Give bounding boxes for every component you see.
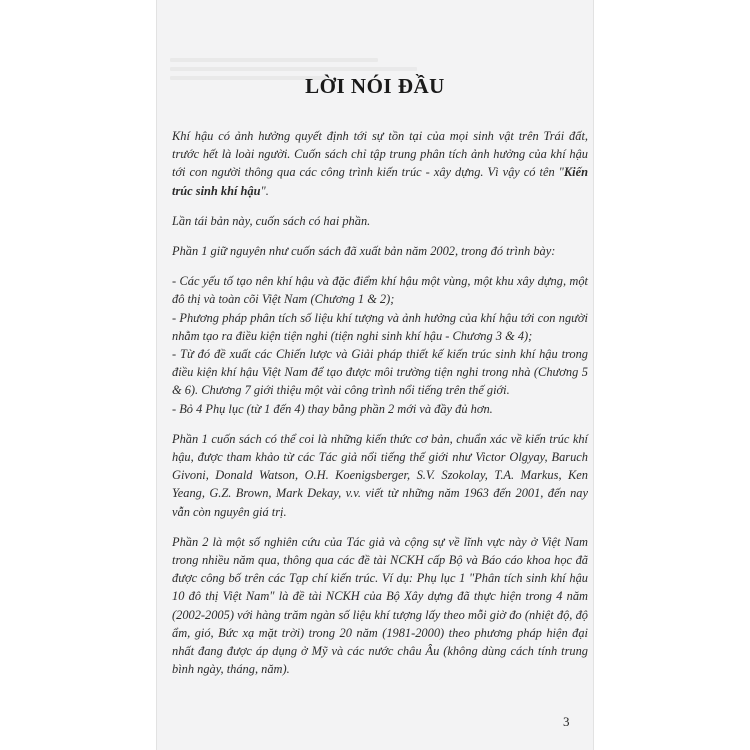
- list-item-chapters-3-4: - Phương pháp phân tích số liệu khí tượng và ảnh hưởng của khí hậu tới con người nhằm tạo ra điều kiện tiện nghi (tiện nghi sinh khí hậu - Chương 3 & 4);: [172, 310, 588, 343]
- page-number: 3: [563, 714, 570, 729]
- paragraph-part1-sources: Phần 1 cuốn sách có thể coi là những kiến thức cơ bản, chuẩn xác về kiến trúc khí hậu, được tham khảo từ các Tác giả nổi tiếng thế giới như Victor Olgyay, Baruch Givoni, Donald Watson, O.H. Koenigsberger, S.V. Szokolay, T.A. Markus, Ken Yeang, G.Z. Brown, Mark Dekay, v.v. viết từ những năm 1963 đến 2001, đến nay vẫn còn nguyên giá trị.: [172, 431, 588, 519]
- page-title: LỜI NÓI ĐẦU: [305, 74, 445, 98]
- list-item-chapters-1-2: - Các yếu tố tạo nên khí hậu và đặc điểm khí hậu một vùng, một khu xây dựng, một đô thị và toàn cõi Việt Nam (Chương 1 & 2);: [172, 274, 588, 307]
- book-title-emphasis: Kiến trúc sinh khí hậu: [172, 165, 588, 198]
- paragraph-intro: Khí hậu có ảnh hưởng quyết định tới sự tồn tại của mọi sinh vật trên Trái đất, trước hết là loài người. Cuốn sách chỉ tập trung phân tích ảnh hưởng của khí hậu tới con người thông qua các công trình kiến trúc - xây dựng. Vì vậy có tên "Kiến trúc sinh khí hậu".: [172, 129, 588, 198]
- paragraph-part2: Phần 2 là một số nghiên cứu của Tác giả và cộng sự về lĩnh vực này ở Việt Nam trong nhiều năm qua, thông qua các đề tài NCKH cấp Bộ và Báo cáo khoa học đã được công bố trên các Tạp chí kiến trúc. Ví dụ: Phụ lục 1 "Phân tích sinh khí hậu 10 đô thị Việt Nam" là đề tài NCKH của Bộ Xây dựng đã thực hiện trong 4 năm (2002-2005) với hàng trăm ngàn số liệu khí tượng lấy theo mỗi giờ đo (nhiệt độ, độ ẩm, gió, Bức xạ mặt trời) trong 20 năm (1981-2000) theo phương pháp hiện đại nhất đang được áp dụng ở Mỹ và các nước châu Âu (không dùng cách tính trung bình ngày, tháng, năm).: [172, 534, 588, 677]
- paragraph-part1: Phần 1 giữ nguyên như cuốn sách đã xuất bản năm 2002, trong đó trình bày:: [172, 244, 556, 259]
- list-item-chapters-5-7: - Từ đó đề xuất các Chiến lược và Giải pháp thiết kế kiến trúc sinh khí hậu trong điều kiện khí hậu Việt Nam để tạo được môi trường tiện nghi trong nhà (Chương 5 & 6). Chương 7 giới thiệu một vài công trình nổi tiếng trên thế giới.: [172, 347, 588, 398]
- preface-body: [172, 127, 588, 690]
- paragraph-reprint: Lần tái bản này, cuốn sách có hai phần.: [172, 213, 371, 228]
- list-item-appendix: - Bỏ 4 Phụ lục (từ 1 đến 4) thay bằng phần 2 mới và đầy đủ hơn.: [172, 401, 493, 416]
